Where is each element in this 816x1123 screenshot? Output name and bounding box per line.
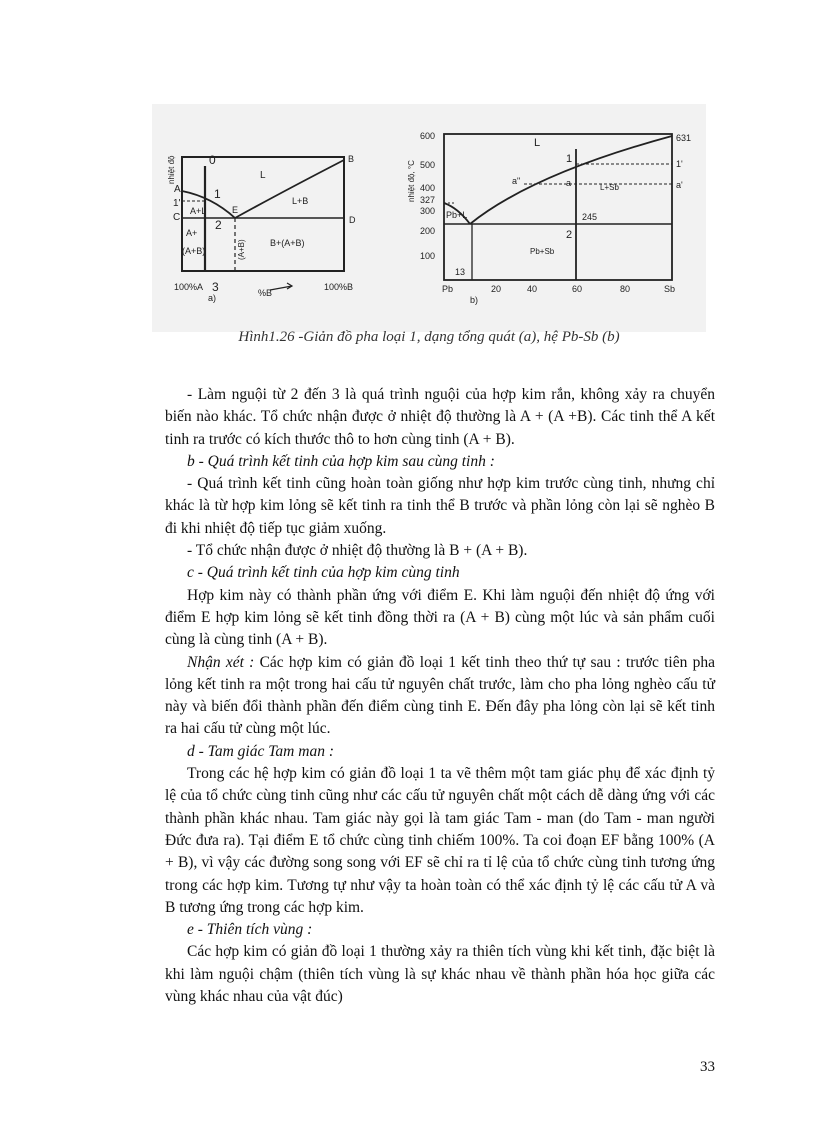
section-heading-b: b - Quá trình kết tinh của hợp kim sau cùng tinh : bbox=[187, 452, 495, 470]
label-A-plus-B-paren: (A+B) bbox=[182, 246, 206, 256]
label-Pb-plus-Sb: Pb+Sb bbox=[530, 247, 555, 256]
label-631: 631 bbox=[676, 133, 692, 143]
y-tick-300: 300 bbox=[420, 206, 436, 216]
x-tick-20: 20 bbox=[491, 284, 502, 294]
paragraph: Hợp kim này có thành phần ứng với điểm E. Khi làm nguội đến nhiệt độ ứng với điểm E hợp kim lỏng sẽ kết tinh đồng thời ra (A + B) cùng một lúc và sản phẩm cuối cùng là cùng tinh (A + B). bbox=[165, 586, 715, 649]
label-2-b: 2 bbox=[566, 229, 573, 241]
y-tick-500: 500 bbox=[420, 160, 436, 170]
x-label-100A: 100%A bbox=[174, 282, 204, 292]
diagram-a-sublabel: a) bbox=[208, 293, 217, 303]
section-heading-e: e - Thiên tích vùng : bbox=[187, 921, 313, 939]
label-1: 1 bbox=[214, 187, 221, 201]
y-axis-label-b: nhiệt độ, °C bbox=[407, 160, 416, 202]
label-A: A bbox=[174, 184, 181, 195]
label-1-b: 1 bbox=[566, 153, 573, 165]
x-tick-sb: Sb bbox=[664, 284, 676, 294]
label-2: 2 bbox=[215, 218, 222, 232]
label-L-b: L bbox=[534, 137, 541, 149]
label-A-plus-B-vertical: (A+B) bbox=[237, 239, 246, 260]
label-L-plus-B: L+B bbox=[292, 196, 309, 206]
pb-sb-phase-diagram bbox=[444, 134, 672, 280]
paragraph: - Tổ chức nhận được ở nhiệt độ thường là B + (A + B). bbox=[187, 542, 528, 560]
x-tick-pb: Pb bbox=[442, 284, 454, 294]
body-text bbox=[165, 384, 715, 1008]
x-label-100B: 100%B bbox=[324, 282, 354, 292]
label-1-prime-b: 1' bbox=[676, 159, 683, 169]
y-tick-200: 200 bbox=[420, 226, 436, 236]
figure bbox=[152, 104, 706, 332]
label-C: C bbox=[173, 212, 181, 223]
paragraph: Các hợp kim có giản đồ loại 1 thường xảy ra thiên tích vùng khi kết tinh, đặc biệt là khi làm nguội chậm (thiên tích vùng là sự khác nhau về thành phần hóa học giữa các vùng khác nhau của vật đúc) bbox=[165, 943, 715, 1006]
x-tick-80: 80 bbox=[620, 284, 631, 294]
label-a-double-prime: a" bbox=[512, 176, 521, 186]
y-tick-100: 100 bbox=[420, 251, 436, 261]
label-A-plus: A+ bbox=[186, 228, 198, 238]
phase-diagrams bbox=[152, 104, 706, 332]
label-a-prime: a' bbox=[676, 180, 683, 190]
label-0: 0 bbox=[209, 153, 216, 167]
label-A-plus-L: A+L bbox=[190, 206, 207, 216]
y-tick-400: 400 bbox=[420, 183, 436, 193]
label-L-plus-Sb: L+Sb bbox=[600, 183, 619, 192]
figure-caption: Hình1.26 -Giản đồ pha loại 1, dạng tổng quát (a), hệ Pb-Sb (b) bbox=[238, 329, 620, 345]
y-tick-600: 600 bbox=[420, 131, 436, 141]
y-tick-327: 327 bbox=[420, 195, 436, 205]
label-13: 13 bbox=[455, 267, 466, 277]
section-heading-d: d - Tam giác Tam man : bbox=[187, 742, 334, 760]
paragraph: Trong các hệ hợp kim có giản đồ loại 1 ta vẽ thêm một tam giác phụ để xác định tỷ lệ của tổ chức cùng tinh cũng như các cấu tử nguyên chất một cách dễ dàng ứng với các thành phần khác nhau. Tam giác này gọi là tam giác Tam - man (do Tam - man người Đức đưa ra). Tại điểm E tổ chức cùng tinh chiếm 100%. Ta coi đoạn EF bằng 100% (A + B), vì vậy các đường song song với EF sẽ chỉ ra tỉ lệ của tổ chức cùng tinh tương ứng trong các hợp kim. Tương tự như vậy ta hoàn toàn có thể xác định tỷ lệ các cấu tử A và B tương ứng trong các hợp kim. bbox=[165, 765, 715, 916]
label-D: D bbox=[349, 215, 356, 225]
y-axis-label-a: nhiệt độ bbox=[167, 155, 176, 184]
remark-paragraph bbox=[165, 652, 715, 741]
label-B-plus-AB: B+(A+B) bbox=[270, 238, 305, 248]
x-tick-60: 60 bbox=[572, 284, 583, 294]
x-label-percent-B: %B bbox=[258, 288, 273, 298]
label-a-b: a bbox=[566, 178, 572, 188]
label-E: E bbox=[232, 205, 239, 215]
page-number: 33 bbox=[700, 1059, 715, 1075]
diagram-b-sublabel: b) bbox=[470, 295, 479, 305]
paragraph: - Làm nguội từ 2 đến 3 là quá trình nguội của hợp kim rắn, không xảy ra chuyển biến nào khác. Tổ chức nhận được ở nhiệt độ thường là A + (A +B). Các tinh thể A kết tinh ra trước có kích thước thô to hơn cùng tinh (A + B). bbox=[165, 386, 715, 448]
remark-text: Các hợp kim có giản đồ loại 1 kết tinh theo thứ tự sau : trước tiên pha lỏng kết tinh ra một trong hai cấu tử nguyên chất trước, làm cho pha lỏng nghèo cấu tử này và biến đổi thành phần đến điểm cùng tinh E. Đến đây pha lỏng còn lại sẽ kết tinh ra hai cấu tử cùng một lúc. bbox=[165, 653, 715, 738]
label-1-prime: 1' bbox=[173, 198, 181, 209]
remark-label: Nhận xét : bbox=[187, 653, 255, 671]
label-245: 245 bbox=[582, 212, 598, 222]
liquidus-b-curve bbox=[235, 160, 344, 218]
label-L: L bbox=[260, 170, 266, 181]
paragraph: - Quá trình kết tinh cũng hoàn toàn giống như hợp kim trước cùng tinh, nhưng chỉ khác là từ hợp kim lỏng sẽ kết tinh ra tinh thể B trước và phần lỏng còn lại sẽ nghèo B đi khi nhiệt độ tiếp tục giảm xuống. bbox=[165, 475, 715, 537]
diagram-b-frame bbox=[444, 134, 672, 280]
x-tick-40: 40 bbox=[527, 284, 538, 294]
label-Pb-plus-L: Pb+L bbox=[446, 210, 468, 220]
section-heading-c: c - Quá trình kết tinh của hợp kim cùng tinh bbox=[187, 564, 460, 582]
label-B: B bbox=[348, 154, 355, 164]
label-3: 3 bbox=[212, 280, 219, 294]
